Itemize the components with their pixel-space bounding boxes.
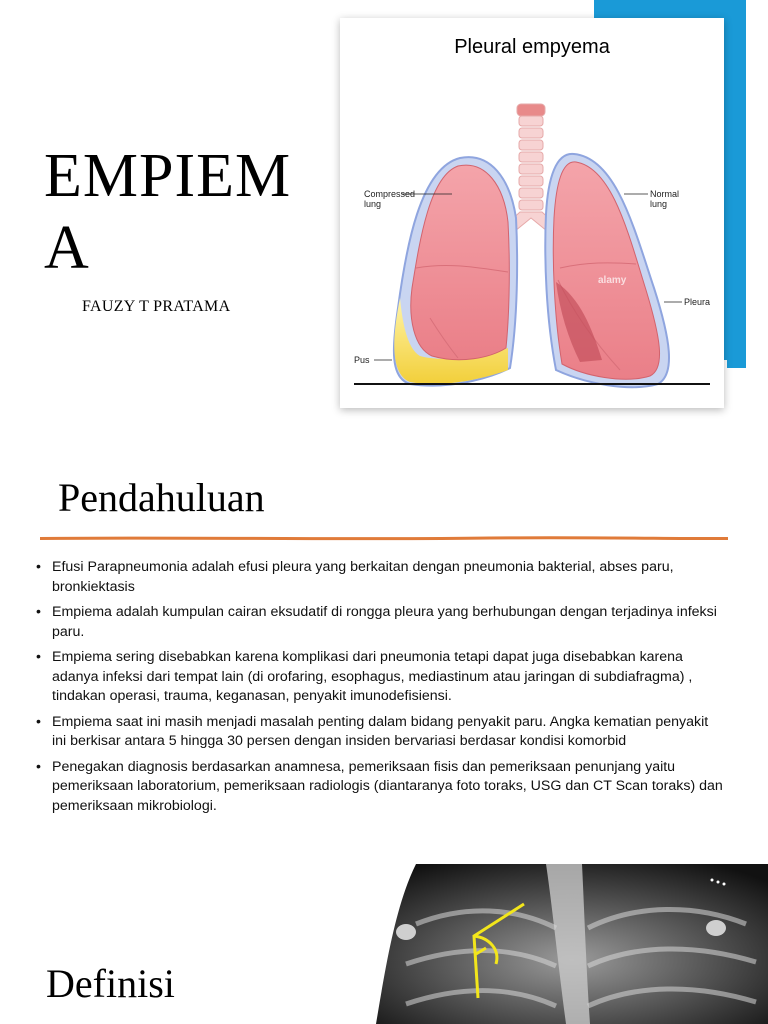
accent-bar xyxy=(727,360,746,368)
bullet-list xyxy=(36,558,726,822)
label-pus: Pus xyxy=(354,355,370,365)
introduction-slide xyxy=(0,440,768,860)
bullet-item: • Penegakan diagnosis berdasarkan anamnesa, pemeriksaan fisis dan pemeriksaan penunjang yaitu pemeriksaan laboratorium, pemeriksaan radiologis (diantaranya foto toraks, USG dan CT Scan toraks) dan pemeriksaan mikrobiologi. xyxy=(36,758,726,817)
chest-xray-image xyxy=(376,864,768,1024)
bullet-item: • Empiema adalah kumpulan cairan eksudatif di rongga pleura yang berhubungan dengan terjadinya infeksi paru. xyxy=(36,603,726,642)
label-pleura: Pleura xyxy=(684,297,711,307)
watermark: alamy xyxy=(598,275,627,286)
empyema-diagram xyxy=(340,18,724,408)
definition-slide xyxy=(0,864,768,1024)
lung-illustration xyxy=(340,18,724,408)
slide-title: EMPIEMA xyxy=(44,142,292,282)
bullet-item: • Efusi Parapneumonia adalah efusi pleura yang berkaitan dengan pneumonia bakterial, abses paru, bronkiektasis xyxy=(36,558,726,597)
bullet-item: • Empiema saat ini masih menjadi masalah penting dalam bidang penyakit paru. Angka kematian penyakit ini berkisar antara 5 hingga 30 persen dengan insiden bervariasi berdasar kondisi komorbid xyxy=(36,713,726,752)
section-heading: Definisi xyxy=(46,961,175,1006)
bullet-item: • Empiema sering disebabkan karena komplikasi dari pneumonia tetapi dapat juga disebabkan karena adanya infeksi dari tempat lain (di orofaring, esophagus, mediastinum atau jaringan di subdiafragma) , tindakan operasi, trauma, keganasan, penyakit imunodefisiensi. xyxy=(36,648,726,707)
diagram-title: Pleural empyema xyxy=(454,36,610,58)
section-heading: Pendahuluan xyxy=(58,475,265,520)
author-name: FAUZY T PRATAMA xyxy=(82,298,231,315)
heading-rule xyxy=(40,536,728,541)
label-compressed-lung: Compressed lung xyxy=(364,189,416,209)
title-slide xyxy=(0,0,768,440)
label-normal-lung: Normal lung xyxy=(650,189,680,209)
